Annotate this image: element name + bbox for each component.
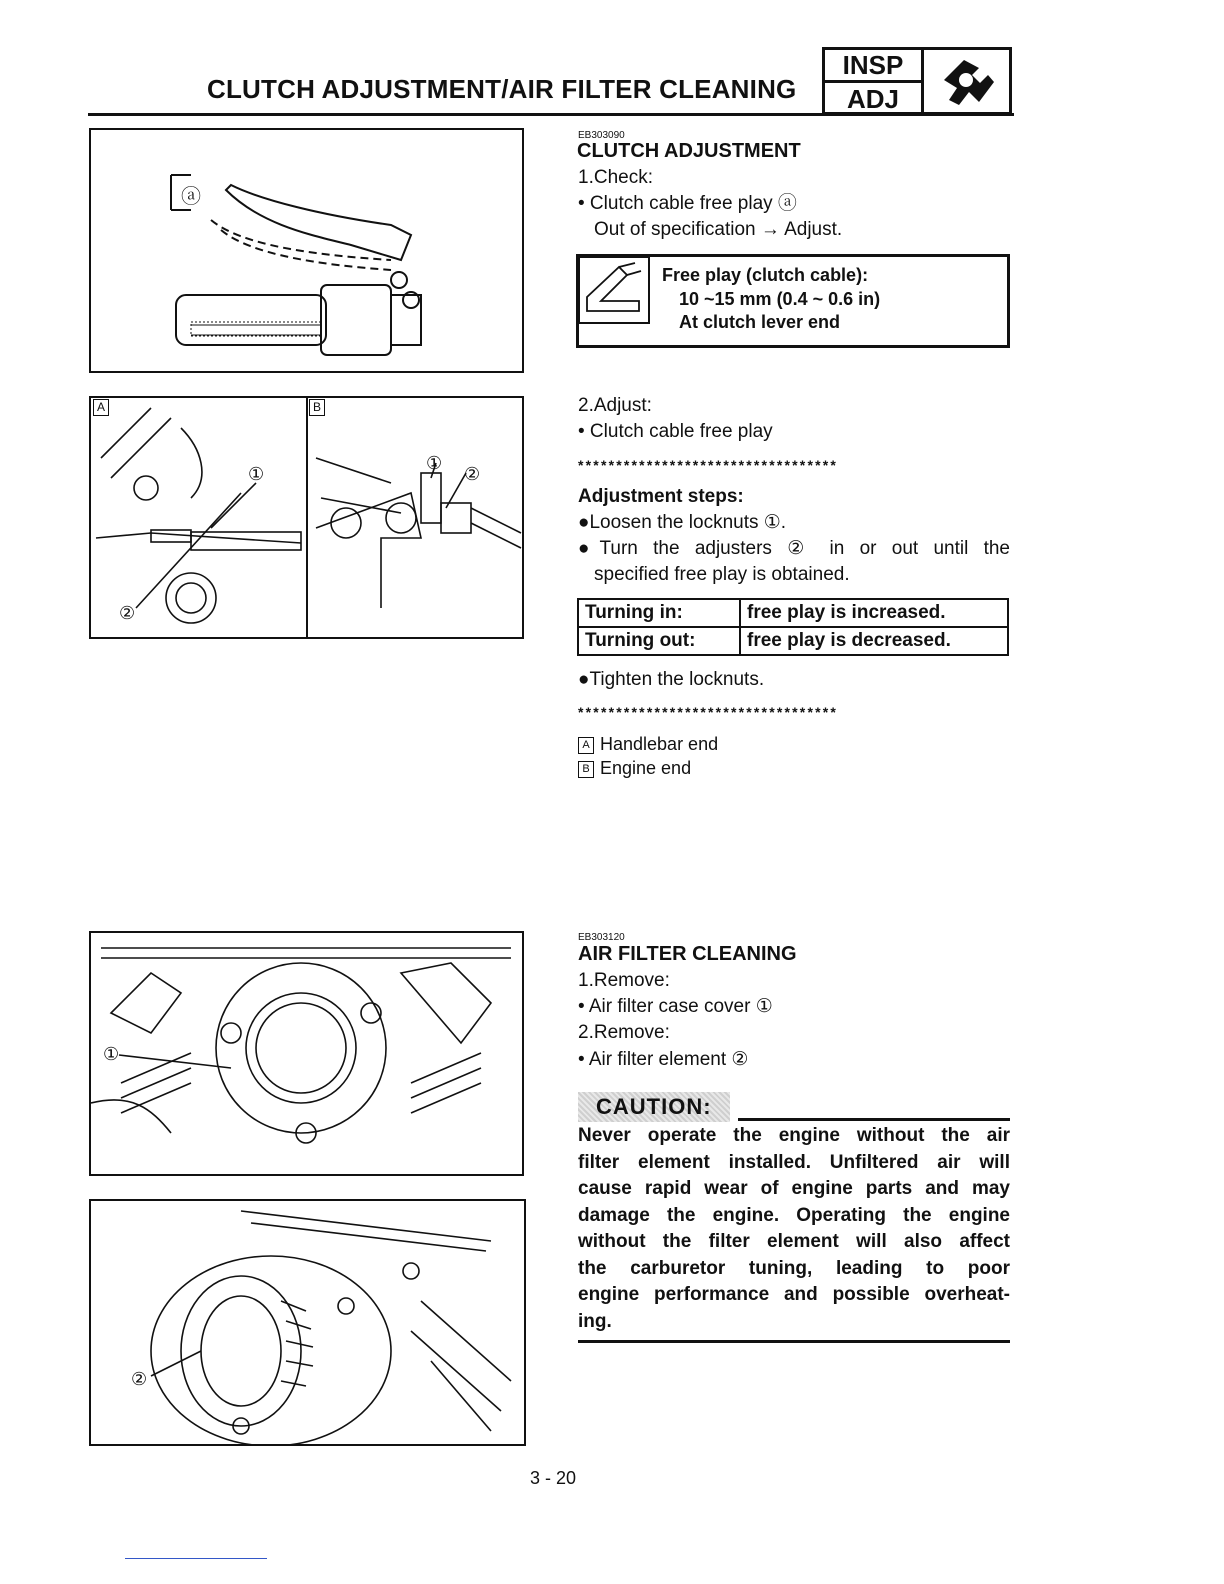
- callout-1-b: ①: [426, 453, 443, 473]
- page-title: CLUTCH ADJUSTMENT/AIR FILTER CLEANING: [207, 74, 797, 104]
- airfilter-title: AIR FILTER CLEANING: [578, 943, 797, 965]
- clutch-step2: 2.Adjust:: [578, 395, 652, 416]
- airfilter-item2: • Air filter element ②: [578, 1049, 749, 1070]
- adjustment-steps-title: Adjustment steps:: [578, 486, 744, 507]
- caution-line: without the filter element will also affect: [578, 1231, 1010, 1252]
- airfilter-code: EB303120: [578, 932, 625, 943]
- legend-b: [578, 756, 691, 780]
- step-loosen: ●Loosen the locknuts ①.: [578, 512, 787, 533]
- caliper-icon: [579, 257, 651, 325]
- clutch-step1: 1.Check:: [578, 167, 653, 188]
- spec-where: At clutch lever end: [679, 312, 841, 332]
- page-number: 3 - 20: [530, 1468, 577, 1488]
- spec-value: 10 ~15 mm (0.4 ~ 0.6 in): [679, 289, 881, 309]
- clutch-item2: • Clutch cable free play: [578, 421, 773, 442]
- caution-line: the carburetor tuning, leading to poor: [578, 1257, 1010, 1279]
- caution-label: CAUTION:: [578, 1092, 730, 1122]
- clutch-title: CLUTCH ADJUSTMENT: [577, 140, 801, 162]
- table-row: [578, 599, 1008, 627]
- turning-table: [577, 598, 1009, 656]
- section-badge: [822, 47, 1012, 115]
- caution-line: engine performance and possible overheat-: [578, 1284, 1010, 1305]
- legend-b-key: B: [578, 761, 594, 778]
- caution-line: Never operate the engine without the air: [578, 1125, 1010, 1146]
- step-turn-cont: specified free play is obtained.: [594, 564, 850, 585]
- figure-clutch-lever: [89, 128, 524, 373]
- footer-line: [125, 1558, 267, 1559]
- legend-a: [578, 732, 718, 756]
- callout-1-cover: ①: [103, 1044, 120, 1064]
- cable-ends-drawing: [91, 398, 522, 637]
- airfilter-step1: 1.Remove:: [578, 970, 670, 991]
- turn-result: free play is decreased.: [740, 627, 1008, 655]
- wrench-icon: [924, 50, 1009, 112]
- badge-insp: INSP: [825, 50, 924, 83]
- turn-dir: Turning in:: [578, 599, 740, 627]
- turn-dir: Turning out:: [578, 627, 740, 655]
- legend-a-key: A: [578, 737, 594, 754]
- label-a: ⓐ: [181, 186, 201, 208]
- callout-2-a: ②: [119, 603, 136, 623]
- air-filter-cover-drawing: [91, 933, 522, 1174]
- clutch-code: EB303090: [578, 130, 625, 141]
- stars-top: **********************************: [578, 457, 839, 473]
- label-box-a: A: [93, 399, 109, 416]
- clutch-item1-note: Out of specification → Adjust.: [594, 219, 843, 240]
- spec-title: Free play (clutch cable):: [662, 265, 869, 285]
- table-row: [578, 627, 1008, 655]
- legend-a-text: Handlebar end: [600, 734, 719, 754]
- legend-b-text: Engine end: [600, 758, 692, 778]
- caution-line: ing.: [578, 1310, 612, 1332]
- airfilter-step2: 2.Remove:: [578, 1022, 670, 1043]
- stars-bottom: **********************************: [578, 704, 839, 720]
- callout-2-element: ②: [131, 1369, 148, 1389]
- clutch-item1: • Clutch cable free play ⓐ: [578, 193, 797, 214]
- clutch-lever-drawing: [91, 130, 522, 371]
- airfilter-item1: • Air filter case cover ①: [578, 996, 773, 1017]
- caution-line: cause rapid wear of engine parts and may: [578, 1178, 1010, 1199]
- step-turn: ●Turn the adjusters ② in or out until the: [578, 538, 1010, 559]
- figure-air-filter-cover: [89, 931, 524, 1176]
- label-box-b: B: [309, 399, 325, 416]
- badge-adj: ADJ: [825, 83, 924, 115]
- turn-result: free play is increased.: [740, 599, 1008, 627]
- figure-air-filter-element: [89, 1199, 526, 1446]
- caution-rule-bottom: [578, 1340, 1010, 1343]
- figure-cable-ends: [89, 396, 524, 639]
- callout-1-a: ①: [248, 464, 265, 484]
- air-filter-element-drawing: [91, 1201, 524, 1444]
- caution-rule-top: [738, 1118, 1010, 1121]
- spec-box: [576, 254, 1010, 348]
- step-tighten: ●Tighten the locknuts.: [578, 669, 765, 690]
- caution-text: [578, 1123, 1010, 1335]
- caution-line: damage the engine. Operating the engine: [578, 1204, 1010, 1226]
- caution-line: filter element installed. Unfiltered air will: [578, 1151, 1010, 1173]
- callout-2-b: ②: [464, 464, 481, 484]
